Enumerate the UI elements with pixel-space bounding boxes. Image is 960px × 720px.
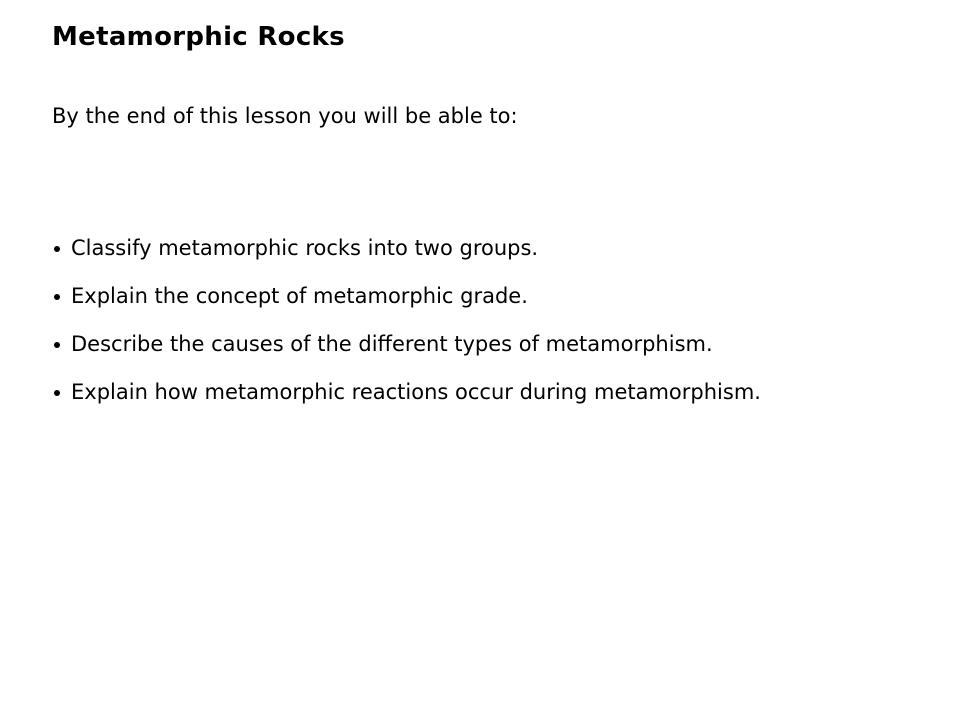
bullet-icon — [54, 390, 60, 396]
intro-text: By the end of this lesson you will be able to: — [52, 104, 518, 128]
list-item — [54, 272, 761, 320]
bullet-icon — [54, 294, 60, 300]
objective-text: Explain how metamorphic reactions occur during metamorphism. — [71, 380, 761, 404]
objectives-list — [54, 224, 761, 416]
objective-text: Classify metamorphic rocks into two groups. — [71, 236, 539, 260]
list-item — [54, 224, 761, 272]
list-item — [54, 368, 761, 416]
bullet-icon — [54, 246, 60, 252]
slide-title: Metamorphic Rocks — [52, 22, 345, 52]
objective-text: Explain the concept of metamorphic grade. — [71, 284, 528, 308]
list-item — [54, 320, 761, 368]
objective-text: Describe the causes of the different types of metamorphism. — [71, 332, 713, 356]
bullet-icon — [54, 342, 60, 348]
